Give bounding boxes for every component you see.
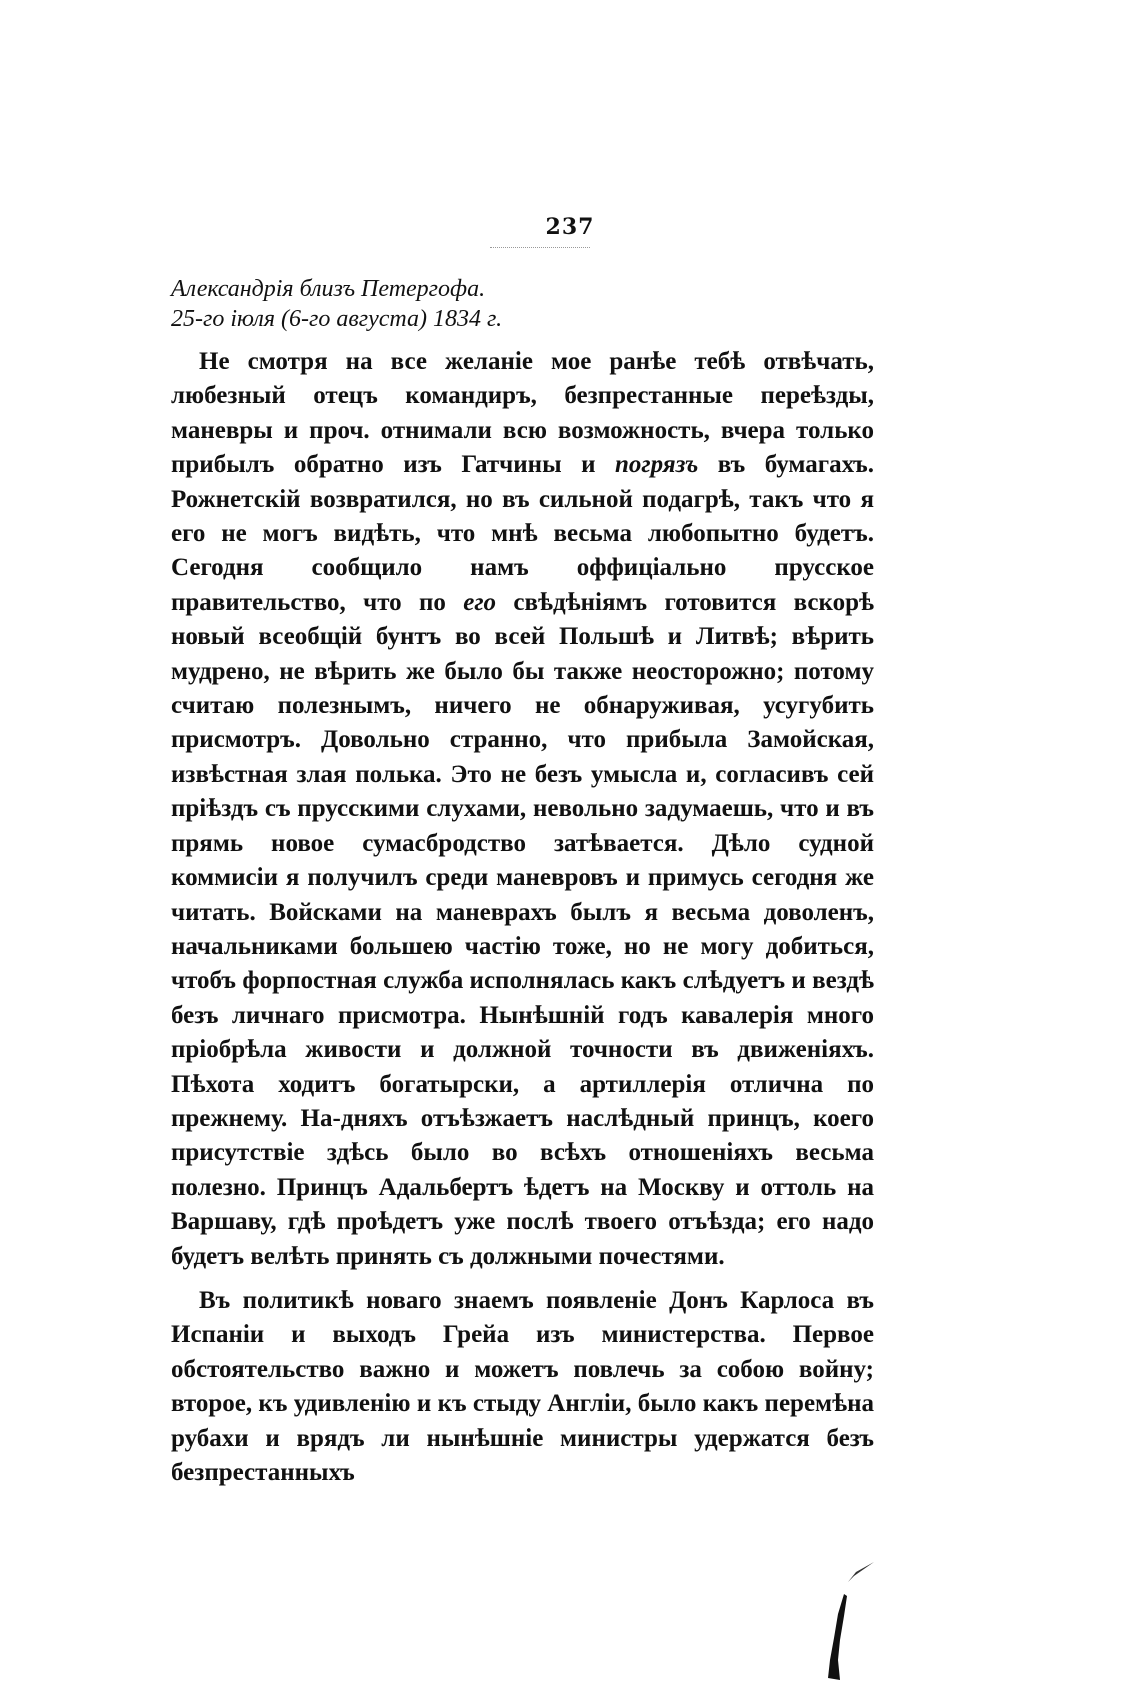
paragraph-1-part-c: въ бумагахъ. Рожнетскій возвратился, но въ сильной подагрѣ, такъ что я его не могъ видѣть, что мнѣ весьма любопытно будетъ. Сегодня сообщило намъ оффиціально прусское правительство, что по	[171, 451, 874, 616]
paragraph-1-italic-ego: его	[463, 588, 497, 616]
letter-body	[171, 345, 874, 1490]
dateline-date: 25-го іюля (6-го августа) 1834 г.	[171, 306, 503, 332]
scan-artifact-mark	[786, 1560, 876, 1682]
paragraph-1-italic-pogryaz: погрязъ	[614, 451, 699, 479]
dateline	[171, 274, 502, 334]
paragraph-1-part-e: свѣдѣніямъ готовится вскорѣ новый всеобщій бунтъ во всей Польшѣ и Литвѣ; вѣрить мудрено, не вѣрить же было бы также неосторожно; потому считаю полезнымъ, ничего не обнаруживая, усугубить присмотръ. Довольно странно, что прибыла Замойская, извѣстная злая полька. Это не безъ умысла и, согласивъ сей пріѣздъ съ прусскими слухами, невольно задумаешь, что и въ прямь новое сумасбродство затѣвается. Дѣло судной коммисіи я получилъ среди маневровъ и примусь сегодня же читать. Войсками на маневрахъ былъ я весьма доволенъ, начальниками большею частію тоже, но не могу добиться, чтобъ форпостная служба исполнялась какъ слѣдуетъ и вездѣ безъ личнаго присмотра. Нынѣшній годъ кавалерія много пріобрѣла живости и должной точности въ движеніяхъ. Пѣхота ходитъ богатырски, а артиллерія отлична по прежнему. На-дняхъ отъѣзжаетъ наслѣдный принцъ, коего присутствіе здѣсь было во всѣхъ отношеніяхъ весьма полезно. Принцъ Адальбертъ ѣдетъ на Москву и оттоль на Варшаву, гдѣ проѣдетъ уже послѣ твоего отъѣзда; его надо будетъ велѣть принять съ должными почестями.	[171, 588, 874, 1270]
paragraph-2: Въ политикѣ новаго знаемъ появленіе Донъ Карлоса въ Испаніи и выходъ Грейа изъ министерства. Первое обстоятельство важно и можетъ повлечь за собою войну; второе, къ удивленію и къ стыду Англіи, было какъ перемѣна рубахи и врядъ ли нынѣшніе министры удержатся безъ безпрестанныхъ	[171, 1286, 874, 1486]
page-number: 237	[545, 214, 595, 240]
page-number-rule	[490, 247, 590, 248]
paragraph-1-part-a: Не смотря на все желаніе мое ранѣе тебѣ отвѣчать, любезный отецъ командиръ, безпрестанные переѣзды, маневры и проч. отнимали всю возможность, вчера только прибылъ обратно изъ Гатчины и	[171, 348, 874, 479]
paragraph-1	[171, 345, 874, 1274]
dateline-place: Александрія близъ Петергофа.	[171, 276, 486, 302]
